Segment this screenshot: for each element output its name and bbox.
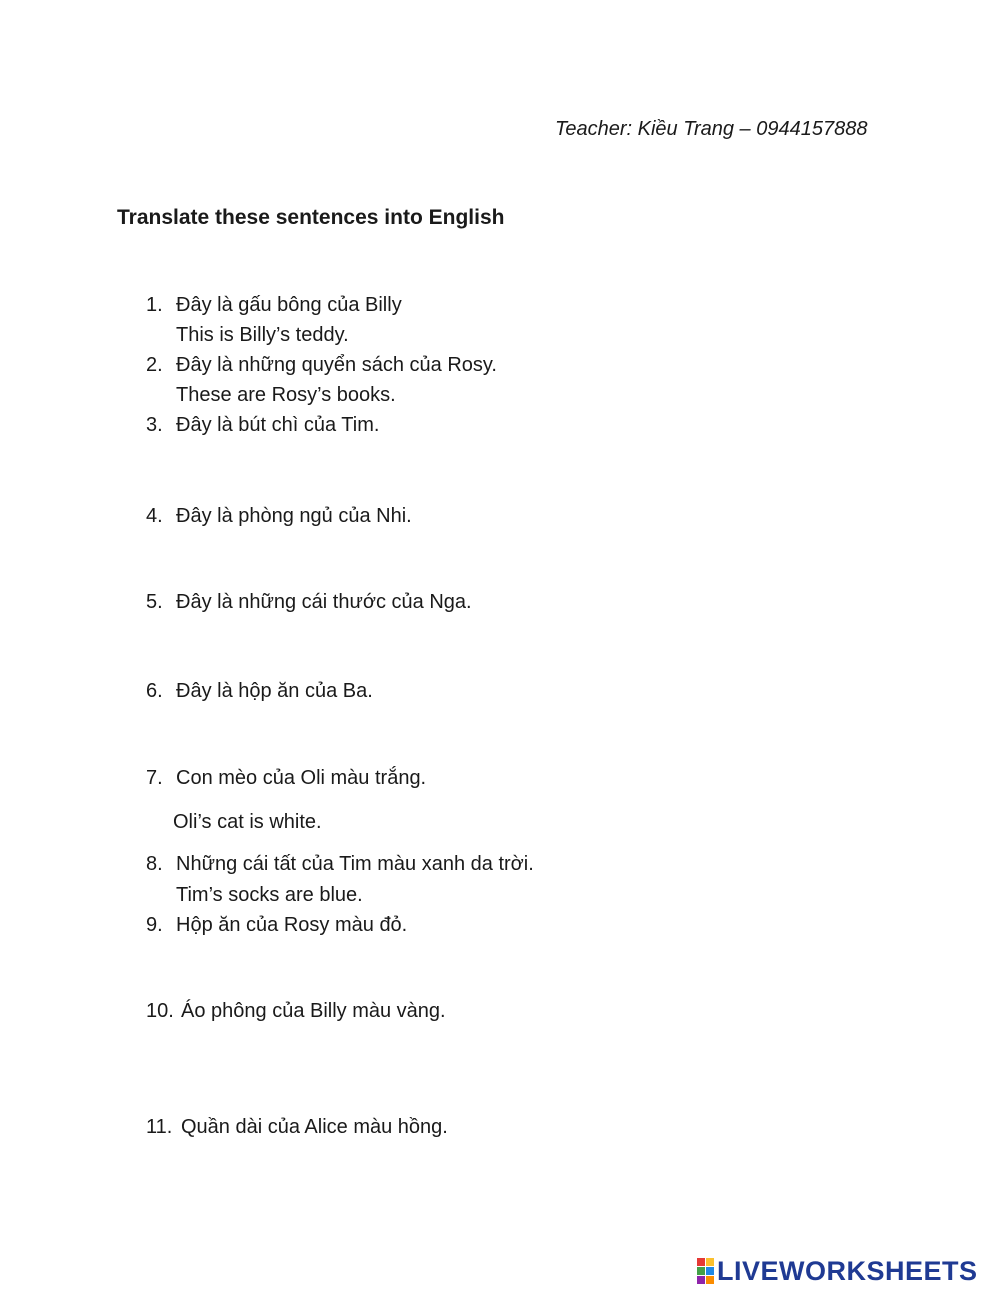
answer-input[interactable]	[176, 446, 596, 472]
item-number: 10.	[146, 1000, 174, 1022]
answer-field[interactable]	[176, 946, 596, 972]
answer-field[interactable]	[176, 1148, 596, 1174]
logo-square	[706, 1267, 714, 1275]
item-number: 6.	[146, 680, 163, 702]
logo-mark-icon	[697, 1258, 714, 1284]
answer-field[interactable]: This is Billy’s teddy.	[176, 324, 349, 346]
item-number: 5.	[146, 591, 163, 613]
answer-input[interactable]	[176, 623, 596, 649]
item-sentence: Đây là hộp ăn của Ba.	[176, 680, 373, 702]
item-sentence: Những cái tất của Tim màu xanh da trời.	[176, 853, 534, 875]
item-number: 8.	[146, 853, 163, 875]
answer-field[interactable]	[176, 1032, 596, 1058]
item-sentence: Đây là phòng ngủ của Nhi.	[176, 505, 412, 527]
item-sentence: Hộp ăn của Rosy màu đỏ.	[176, 914, 408, 936]
item-number: 2.	[146, 354, 163, 376]
logo-square	[706, 1258, 714, 1266]
item-sentence: Con mèo của Oli màu trắng.	[176, 767, 427, 789]
answer-input[interactable]	[176, 1032, 596, 1058]
logo-square	[697, 1267, 705, 1275]
item-sentence: Đây là bút chì của Tim.	[176, 414, 380, 436]
answer-field[interactable]	[176, 537, 596, 563]
answer-field[interactable]	[176, 623, 596, 649]
item-sentence: Đây là những quyển sách của Rosy.	[176, 354, 497, 376]
logo-square	[697, 1276, 705, 1284]
item-number: 9.	[146, 914, 163, 936]
answer-field[interactable]: Oli’s cat is white.	[173, 811, 322, 833]
answer-input[interactable]	[176, 712, 596, 738]
instruction-heading: Translate these sentences into English	[117, 206, 505, 229]
logo-square	[706, 1276, 714, 1284]
teacher-header: Teacher: Kiều Trang – 0944157888	[555, 118, 868, 140]
item-sentence: Quần dài của Alice màu hồng.	[181, 1116, 448, 1138]
logo-text: LIVEWORKSHEETS	[717, 1255, 978, 1286]
item-number: 4.	[146, 505, 163, 527]
answer-input[interactable]	[176, 946, 596, 972]
answer-input[interactable]	[176, 1148, 596, 1174]
answer-field[interactable]	[176, 712, 596, 738]
item-number: 11.	[146, 1116, 173, 1138]
item-number: 3.	[146, 414, 163, 436]
answer-input[interactable]	[176, 537, 596, 563]
item-number: 1.	[146, 294, 163, 316]
answer-field[interactable]: These are Rosy’s books.	[176, 384, 396, 406]
liveworksheets-logo	[697, 1254, 978, 1288]
item-sentence: Đây là gấu bông của Billy	[176, 294, 402, 316]
answer-field[interactable]	[176, 446, 596, 472]
logo-square	[697, 1258, 705, 1266]
item-sentence: Đây là những cái thước của Nga.	[176, 591, 472, 613]
answer-field[interactable]: Tim’s socks are blue.	[176, 884, 363, 906]
item-sentence: Áo phông của Billy màu vàng.	[181, 1000, 446, 1022]
item-number: 7.	[146, 767, 163, 789]
